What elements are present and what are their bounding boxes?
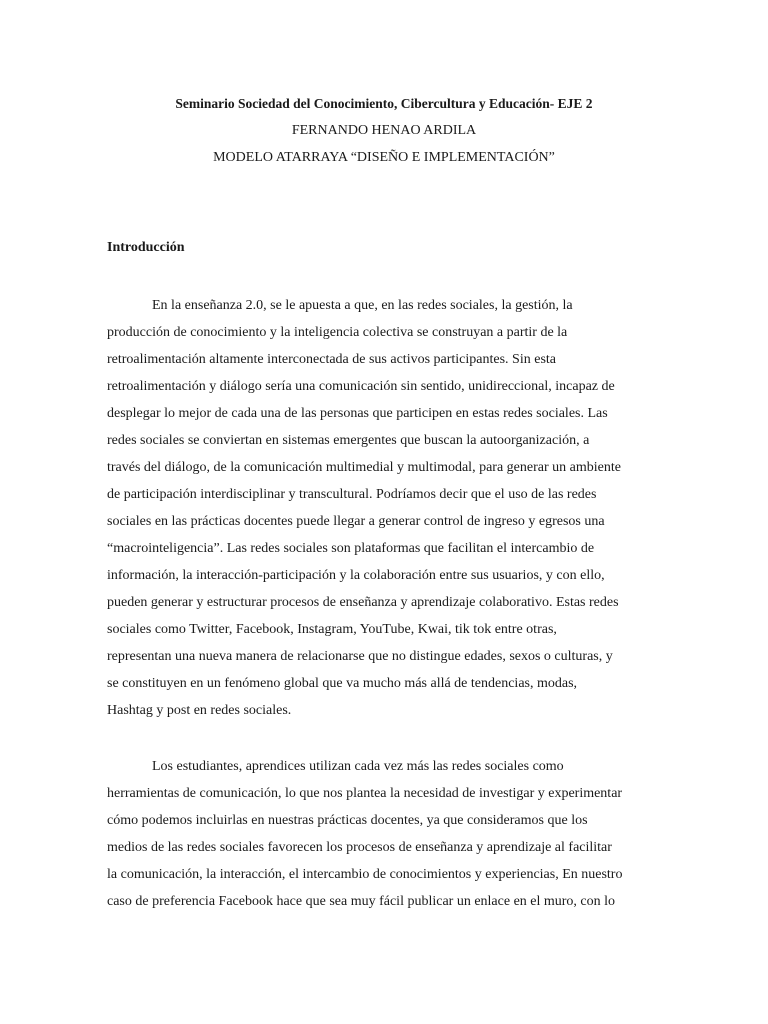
text-line: caso de preferencia Facebook hace que sea muy fácil publicar un enlace en el muro, con lo xyxy=(107,894,616,909)
document-subtitle: MODELO ATARRAYA “DISEÑO E IMPLEMENTACIÓN” xyxy=(213,150,555,165)
text-line: pueden generar y estructurar procesos de enseñanza y aprendizaje colaborativo. Estas redes xyxy=(107,595,619,610)
section-title-introduccion: Introducción xyxy=(107,240,185,255)
text-line: la comunicación, la interacción, el intercambio de conocimientos y experiencias, En nuestro xyxy=(107,867,623,882)
text-line: Hashtag y post en redes sociales. xyxy=(107,703,292,718)
text-line: se constituyen en un fenómeno global que va mucho más allá de tendencias, modas, xyxy=(107,676,578,691)
text-line: redes sociales se conviertan en sistemas emergentes que buscan la autoorganización, a xyxy=(107,433,590,448)
text-line: retroalimentación altamente interconectada de sus activos participantes. Sin esta xyxy=(107,352,556,367)
text-line: de participación interdisciplinar y transcultural. Podríamos decir que el uso de las redes xyxy=(107,487,597,502)
text-line: cómo podemos incluirlas en nuestras prácticas docentes, ya que consideramos que los xyxy=(107,813,588,828)
text-line: Los estudiantes, aprendices utilizan cada vez más las redes sociales como xyxy=(152,759,564,774)
text-line: desplegar lo mejor de cada una de las personas que participen en estas redes sociales. Las xyxy=(107,406,608,421)
text-line: producción de conocimiento y la inteligencia colectiva se construyan a partir de la xyxy=(107,325,568,340)
paragraph-1 xyxy=(107,292,663,724)
author-name: FERNANDO HENAO ARDILA xyxy=(291,123,477,138)
text-line: información, la interacción-participación y la colaboración entre sus usuarios, y con ello, xyxy=(107,568,605,583)
text-line: través del diálogo, de la comunicación multimedial y multimodal, para generar un ambiente xyxy=(107,460,621,475)
paragraph-2 xyxy=(107,753,663,915)
text-line: sociales como Twitter, Facebook, Instagram, YouTube, Kwai, tik tok entre otras, xyxy=(107,622,557,637)
text-line: medios de las redes sociales favorecen los procesos de enseñanza y aprendizaje al facilitar xyxy=(107,840,612,855)
text-line: En la enseñanza 2.0, se le apuesta a que, en las redes sociales, la gestión, la xyxy=(152,298,573,313)
document-header xyxy=(0,90,768,171)
text-line: sociales en las prácticas docentes puede llegar a generar control de ingreso y egresos una xyxy=(107,514,605,529)
seminar-title: Seminario Sociedad del Conocimiento, Cibercultura y Educación- EJE 2 xyxy=(175,96,593,111)
text-line: representan una nueva manera de relacionarse que no distingue edades, sexos o culturas, y xyxy=(107,649,613,664)
text-line: “macrointeligencia”. Las redes sociales son plataformas que facilitan el intercambio de xyxy=(107,541,595,556)
text-line: retroalimentación y diálogo sería una comunicación sin sentido, unidireccional, incapaz de xyxy=(107,379,615,394)
text-line: herramientas de comunicación, lo que nos plantea la necesidad de investigar y experimentar xyxy=(107,786,623,801)
